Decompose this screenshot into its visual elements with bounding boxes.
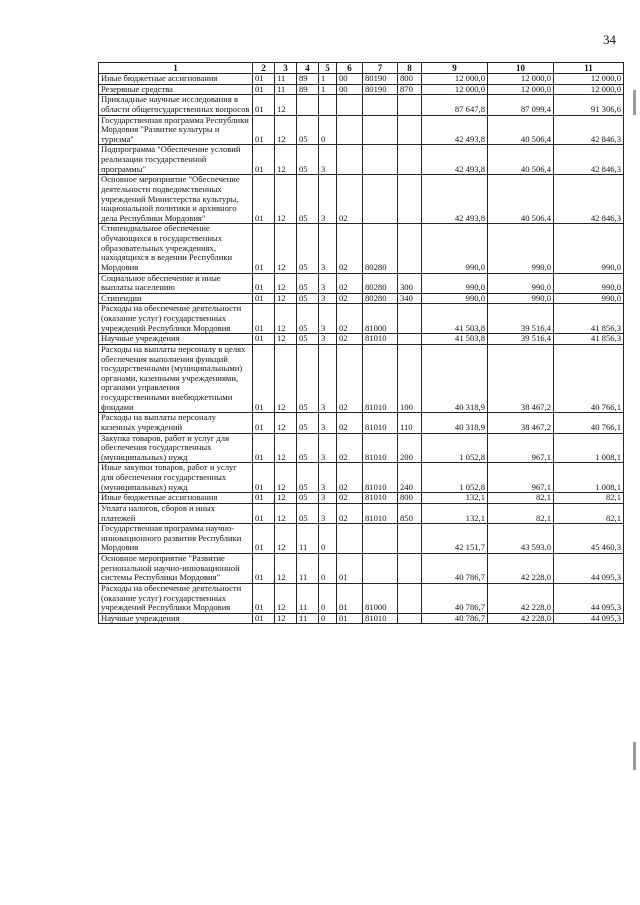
code-subsection: 12 [275,583,297,613]
code-subsection: 12 [275,273,297,293]
table-row [99,493,624,504]
row-name: Иные бюджетные ассигнования [99,493,253,504]
column-header: 6 [337,63,363,74]
code-subprogram: 3 [319,493,337,504]
code-event: 00 [337,74,363,85]
amount-year-3: 42 846,3 [554,175,624,224]
code-section: 01 [253,433,275,463]
code-event: 02 [337,224,363,273]
code-direction: 80190 [363,74,398,85]
amount-year-2: 990,0 [488,224,554,273]
code-subsection: 12 [275,293,297,304]
code-subsection: 12 [275,95,297,115]
amount-year-1: 1 052,8 [422,463,488,493]
amount-year-2: 990,0 [488,293,554,304]
code-program: 05 [297,304,319,334]
code-event: 02 [337,175,363,224]
code-expense-type: 870 [398,84,422,95]
column-header: 7 [363,63,398,74]
code-program: 89 [297,74,319,85]
code-direction [363,145,398,175]
code-program: 05 [297,413,319,433]
amount-year-2: 967,1 [488,433,554,463]
amount-year-3: 990,0 [554,273,624,293]
code-event: 00 [337,84,363,95]
table-row [99,613,624,624]
code-direction: 80280 [363,293,398,304]
code-section: 01 [253,493,275,504]
code-program: 11 [297,554,319,584]
code-section: 01 [253,84,275,95]
table-row [99,293,624,304]
amount-year-1: 41 503,8 [422,334,488,345]
code-section: 01 [253,583,275,613]
code-event: 02 [337,304,363,334]
code-subsection: 12 [275,503,297,523]
code-event: 02 [337,503,363,523]
code-subprogram: 3 [319,503,337,523]
header-row [99,63,624,74]
code-subprogram: 3 [319,145,337,175]
amount-year-3: 12 000,0 [554,74,624,85]
column-header: 4 [297,63,319,74]
code-direction: 81010 [363,493,398,504]
row-name: Прикладные научные исследования в области общегосударственных вопросов [99,95,253,115]
amount-year-3: 40 766,1 [554,413,624,433]
code-subprogram: 1 [319,84,337,95]
code-section: 01 [253,524,275,554]
code-expense-type [398,524,422,554]
row-name: Резервные средства [99,84,253,95]
code-event: 02 [337,273,363,293]
code-program: 05 [297,115,319,145]
code-subprogram: 1 [319,74,337,85]
amount-year-3: 990,0 [554,293,624,304]
code-expense-type [398,115,422,145]
amount-year-2: 39 516,4 [488,334,554,345]
amount-year-2: 40 506,4 [488,115,554,145]
code-expense-type [398,95,422,115]
code-subsection: 12 [275,224,297,273]
code-program: 05 [297,433,319,463]
amount-year-1: 42 151,7 [422,524,488,554]
row-name: Расходы на обеспечение деятельности (оказание услуг) государственных учреждений Республики Мордовия [99,583,253,613]
amount-year-2: 12 000,0 [488,84,554,95]
code-event [337,95,363,115]
table-row [99,554,624,584]
row-name: Расходы на обеспечение деятельности (оказание услуг) государственных учреждений Республики Мордовия [99,304,253,334]
amount-year-3: 41 856,3 [554,334,624,345]
amount-year-1: 990,0 [422,273,488,293]
code-program: 11 [297,524,319,554]
margin-mark [633,742,636,770]
column-header: 1 [99,63,253,74]
code-subprogram: 3 [319,433,337,463]
code-program: 89 [297,84,319,95]
code-section: 01 [253,334,275,345]
amount-year-3: 82,1 [554,503,624,523]
row-name: Основное мероприятие "Развитие региональной научно-инновационной системы Республики Мордовия" [99,554,253,584]
amount-year-3: 82,1 [554,493,624,504]
amount-year-3: 41 856,3 [554,304,624,334]
code-subprogram [319,95,337,115]
code-subsection: 12 [275,554,297,584]
amount-year-2: 38 467,2 [488,413,554,433]
code-subprogram: 0 [319,115,337,145]
code-section: 01 [253,273,275,293]
code-subsection: 11 [275,84,297,95]
column-header: 9 [422,63,488,74]
code-section: 01 [253,175,275,224]
code-subprogram: 0 [319,554,337,584]
code-program: 05 [297,344,319,412]
amount-year-2: 967,1 [488,463,554,493]
amount-year-1: 42 493,8 [422,115,488,145]
amount-year-1: 40 318,9 [422,413,488,433]
budget-table [98,62,624,624]
amount-year-2: 40 506,4 [488,175,554,224]
code-expense-type: 800 [398,74,422,85]
code-expense-type [398,334,422,345]
table-body [99,74,624,624]
amount-year-2: 82,1 [488,493,554,504]
code-event: 01 [337,613,363,624]
row-name: Социальное обеспечение и иные выплаты населению [99,273,253,293]
amount-year-3: 44 095,3 [554,583,624,613]
code-subsection: 12 [275,304,297,334]
code-direction [363,524,398,554]
table-row [99,583,624,613]
row-name: Государственная программа Республики Мордовия "Развитие культуры и туризма" [99,115,253,145]
code-direction: 81010 [363,334,398,345]
code-subsection: 12 [275,334,297,345]
code-subprogram: 3 [319,413,337,433]
table-row [99,145,624,175]
row-name: Иные закупки товаров, работ и услуг для обеспечения государственных (муниципальных) нужд [99,463,253,493]
code-section: 01 [253,293,275,304]
code-section: 01 [253,613,275,624]
code-direction: 81010 [363,433,398,463]
amount-year-3: 1 008,1 [554,463,624,493]
table-row [99,433,624,463]
table-row [99,463,624,493]
amount-year-1: 12 000,0 [422,84,488,95]
amount-year-3: 12 000,0 [554,84,624,95]
code-subsection: 12 [275,115,297,145]
code-direction [363,95,398,115]
code-subsection: 12 [275,175,297,224]
amount-year-1: 990,0 [422,224,488,273]
code-program: 05 [297,463,319,493]
table-row [99,74,624,85]
amount-year-3: 45 460,3 [554,524,624,554]
code-program: 11 [297,583,319,613]
code-expense-type: 850 [398,503,422,523]
code-expense-type: 200 [398,433,422,463]
code-expense-type: 240 [398,463,422,493]
amount-year-2: 12 000,0 [488,74,554,85]
code-expense-type [398,613,422,624]
amount-year-3: 42 846,3 [554,145,624,175]
row-name: Иные бюджетные ассигнования [99,74,253,85]
table-row [99,95,624,115]
amount-year-1: 42 493,8 [422,145,488,175]
code-event: 02 [337,293,363,304]
table-row [99,503,624,523]
code-expense-type: 800 [398,493,422,504]
column-header: 10 [488,63,554,74]
code-event: 02 [337,334,363,345]
table-row [99,304,624,334]
row-name: Государственная программа научно-инновационного развития Республики Мордовия [99,524,253,554]
amount-year-3: 40 766,1 [554,344,624,412]
amount-year-1: 40 786,7 [422,613,488,624]
amount-year-3: 1 008,1 [554,433,624,463]
code-subsection: 11 [275,74,297,85]
code-subprogram: 3 [319,224,337,273]
code-direction: 81010 [363,413,398,433]
code-event: 02 [337,433,363,463]
amount-year-1: 87 647,8 [422,95,488,115]
code-subprogram: 3 [319,293,337,304]
code-subprogram: 3 [319,463,337,493]
row-name: Стипендиальное обеспечение обучающихся в государственных образовательных учреждениях, находящихся в ведении Республики Мордовия [99,224,253,273]
code-event: 02 [337,493,363,504]
code-program: 05 [297,273,319,293]
code-section: 01 [253,413,275,433]
code-section: 01 [253,344,275,412]
row-name: Стипендии [99,293,253,304]
code-direction: 81010 [363,503,398,523]
code-event: 01 [337,554,363,584]
amount-year-1: 40 786,7 [422,554,488,584]
code-direction: 81010 [363,463,398,493]
code-direction [363,175,398,224]
amount-year-3: 91 306,6 [554,95,624,115]
code-direction: 80280 [363,273,398,293]
code-section: 01 [253,95,275,115]
code-subprogram: 3 [319,334,337,345]
amount-year-1: 40 318,9 [422,344,488,412]
amount-year-2: 38 467,2 [488,344,554,412]
code-subsection: 12 [275,433,297,463]
code-program: 05 [297,334,319,345]
code-section: 01 [253,145,275,175]
code-section: 01 [253,74,275,85]
code-event: 02 [337,344,363,412]
code-program: 05 [297,293,319,304]
code-direction [363,115,398,145]
column-header: 3 [275,63,297,74]
column-header: 5 [319,63,337,74]
amount-year-2: 43 593,0 [488,524,554,554]
code-expense-type: 100 [398,344,422,412]
row-name: Подпрограмма "Обеспечение условий реализации государственной программы" [99,145,253,175]
amount-year-1: 42 493,8 [422,175,488,224]
code-subprogram: 0 [319,613,337,624]
code-expense-type [398,583,422,613]
code-program: 11 [297,613,319,624]
amount-year-1: 12 000,0 [422,74,488,85]
code-section: 01 [253,503,275,523]
code-subsection: 12 [275,493,297,504]
table-row [99,344,624,412]
code-subsection: 12 [275,613,297,624]
column-header: 11 [554,63,624,74]
code-expense-type [398,224,422,273]
table-row [99,84,624,95]
code-expense-type [398,175,422,224]
code-expense-type [398,554,422,584]
table-row [99,413,624,433]
code-subprogram: 3 [319,175,337,224]
code-event: 02 [337,463,363,493]
amount-year-2: 87 099,4 [488,95,554,115]
code-direction: 81010 [363,344,398,412]
amount-year-1: 132,1 [422,493,488,504]
amount-year-2: 82,1 [488,503,554,523]
amount-year-3: 44 095,3 [554,554,624,584]
code-expense-type [398,304,422,334]
table-row [99,334,624,345]
code-subsection: 12 [275,344,297,412]
code-subprogram: 3 [319,344,337,412]
row-name: Расходы на выплаты персоналу казенных учреждений [99,413,253,433]
row-name: Научные учреждения [99,334,253,345]
amount-year-1: 132,1 [422,503,488,523]
code-program: 05 [297,145,319,175]
code-event [337,524,363,554]
table-row [99,224,624,273]
row-name: Научные учреждения [99,613,253,624]
code-event [337,115,363,145]
amount-year-3: 990,0 [554,224,624,273]
code-event: 01 [337,583,363,613]
column-header: 2 [253,63,275,74]
page-number: 34 [603,32,616,47]
margin-mark [633,90,636,115]
code-direction [363,554,398,584]
code-subsection: 12 [275,463,297,493]
code-section: 01 [253,224,275,273]
code-program [297,95,319,115]
code-program: 05 [297,503,319,523]
code-program: 05 [297,493,319,504]
amount-year-3: 42 846,3 [554,115,624,145]
code-subprogram: 0 [319,583,337,613]
row-name: Расходы на выплаты персоналу в целях обеспечения выполнения функций государственными (муниципальными) органами, казенными учреждениями, органами управления государственными внебюджетными фондами [99,344,253,412]
row-name: Уплата налогов, сборов и иных платежей [99,503,253,523]
code-expense-type: 300 [398,273,422,293]
amount-year-2: 40 506,4 [488,145,554,175]
table-row [99,115,624,145]
code-subprogram: 3 [319,273,337,293]
code-program: 05 [297,224,319,273]
code-subsection: 12 [275,145,297,175]
table-row [99,524,624,554]
table-row [99,273,624,293]
amount-year-2: 42 228,0 [488,554,554,584]
row-name: Закупка товаров, работ и услуг для обеспечения государственных (муниципальных) нужд [99,433,253,463]
amount-year-2: 42 228,0 [488,583,554,613]
code-subprogram: 3 [319,304,337,334]
code-section: 01 [253,304,275,334]
code-event: 02 [337,413,363,433]
code-expense-type: 110 [398,413,422,433]
code-subsection: 12 [275,413,297,433]
code-program: 05 [297,175,319,224]
code-subprogram: 0 [319,524,337,554]
code-expense-type [398,145,422,175]
amount-year-1: 990,0 [422,293,488,304]
amount-year-1: 40 786,7 [422,583,488,613]
code-section: 01 [253,463,275,493]
code-direction: 80190 [363,84,398,95]
code-subsection: 12 [275,524,297,554]
code-expense-type: 340 [398,293,422,304]
row-name: Основное мероприятие "Обеспечение деятельности подведомственных учреждений Министерства культуры, национальной политики и архивного дела Республики Мордовия" [99,175,253,224]
code-direction: 81000 [363,304,398,334]
amount-year-2: 42 228,0 [488,613,554,624]
code-section: 01 [253,115,275,145]
code-section: 01 [253,554,275,584]
amount-year-1: 1 052,8 [422,433,488,463]
table-row [99,175,624,224]
code-event [337,145,363,175]
column-header: 8 [398,63,422,74]
amount-year-2: 990,0 [488,273,554,293]
code-direction: 81000 [363,583,398,613]
code-direction: 81010 [363,613,398,624]
code-direction: 80280 [363,224,398,273]
amount-year-3: 44 095,3 [554,613,624,624]
amount-year-1: 41 503,8 [422,304,488,334]
amount-year-2: 39 516,4 [488,304,554,334]
